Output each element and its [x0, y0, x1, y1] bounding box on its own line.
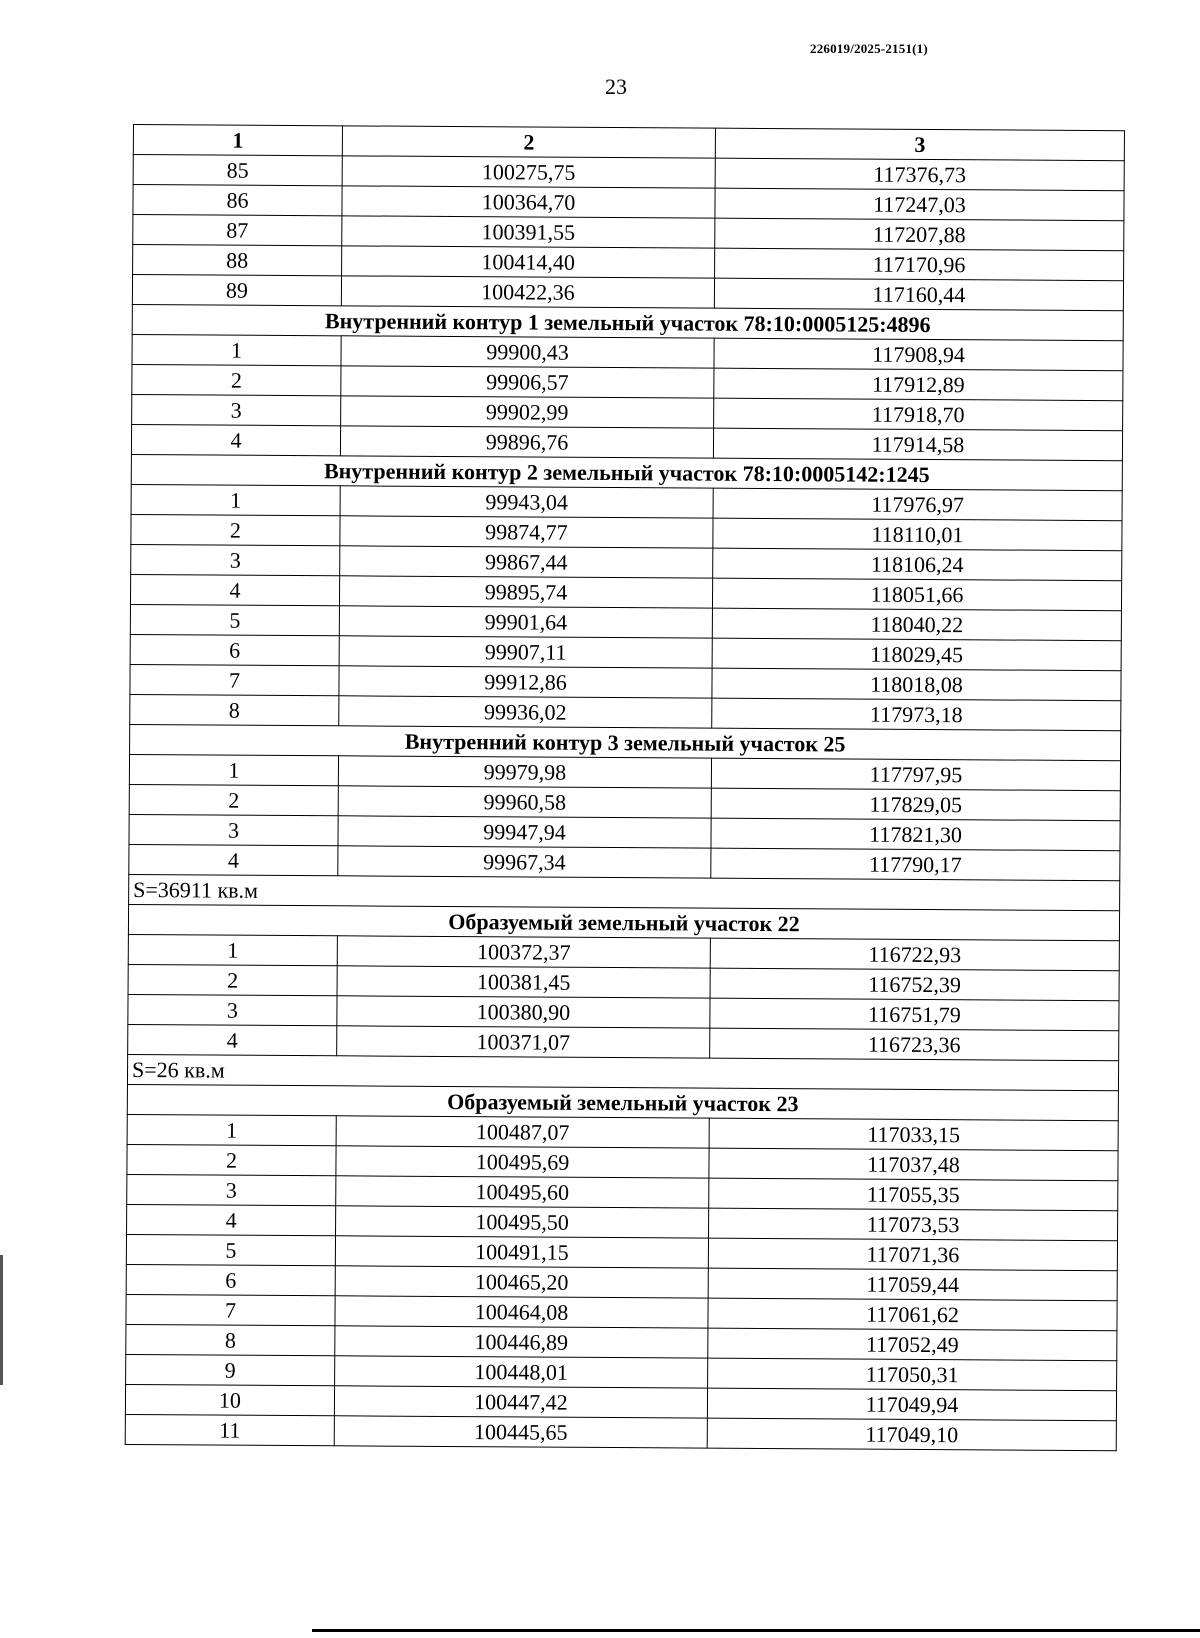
- y-coordinate-cell: 117059,44: [708, 1268, 1117, 1301]
- x-coordinate-cell: 100422,36: [341, 276, 714, 308]
- column-header-2: 2: [342, 126, 715, 158]
- y-coordinate-cell: 117055,35: [709, 1178, 1118, 1211]
- y-coordinate-cell: 117908,94: [714, 338, 1123, 371]
- point-number-cell: 7: [130, 664, 339, 695]
- point-number-cell: 8: [126, 1324, 335, 1355]
- y-coordinate-cell: 116722,93: [710, 938, 1119, 971]
- x-coordinate-cell: 99867,44: [340, 546, 713, 578]
- x-coordinate-cell: 99979,98: [338, 756, 711, 788]
- x-coordinate-cell: 99900,43: [341, 336, 714, 368]
- point-number-cell: 1: [132, 334, 341, 365]
- y-coordinate-cell: 117976,97: [713, 488, 1122, 521]
- x-coordinate-cell: 100487,07: [336, 1116, 709, 1148]
- point-number-cell: 4: [128, 1024, 337, 1055]
- x-coordinate-cell: 100371,07: [337, 1026, 710, 1058]
- y-coordinate-cell: 117829,05: [711, 788, 1120, 821]
- x-coordinate-cell: 100495,50: [336, 1206, 709, 1238]
- point-number-cell: 4: [130, 574, 339, 605]
- section-title: Внутренний контур 2 земельный участок 78:10:0005142:1245: [131, 454, 1122, 490]
- x-coordinate-cell: 100381,45: [337, 966, 710, 998]
- x-coordinate-cell: 100495,69: [336, 1146, 709, 1178]
- x-coordinate-cell: 99907,11: [339, 636, 712, 668]
- point-number-cell: 8: [130, 694, 339, 725]
- point-number-cell: 4: [127, 1204, 336, 1235]
- point-number-cell: 11: [125, 1414, 334, 1445]
- point-number-cell: 9: [126, 1354, 335, 1385]
- y-coordinate-cell: 117050,31: [708, 1358, 1117, 1391]
- point-number-cell: 88: [133, 245, 342, 276]
- x-coordinate-cell: 100465,20: [335, 1266, 708, 1298]
- x-coordinate-cell: 99874,77: [340, 516, 713, 548]
- y-coordinate-cell: 117049,94: [707, 1388, 1116, 1421]
- y-coordinate-cell: 116723,36: [710, 1028, 1119, 1061]
- page-number: 23: [605, 74, 627, 99]
- x-coordinate-cell: 99901,64: [339, 606, 712, 638]
- point-number-cell: 4: [131, 424, 340, 455]
- coordinates-table-body: [125, 125, 1124, 1451]
- x-coordinate-cell: 100464,08: [335, 1296, 708, 1328]
- point-number-cell: 7: [126, 1294, 335, 1325]
- x-coordinate-cell: 100447,42: [334, 1386, 707, 1418]
- x-coordinate-cell: 100495,60: [336, 1176, 709, 1208]
- y-coordinate-cell: 118018,08: [712, 668, 1121, 701]
- bottom-scan-rule: [312, 1629, 1200, 1632]
- point-number-cell: 89: [132, 275, 341, 306]
- x-coordinate-cell: 99912,86: [339, 666, 712, 698]
- x-coordinate-cell: 99947,94: [338, 816, 711, 848]
- y-coordinate-cell: 118106,24: [713, 548, 1122, 581]
- y-coordinate-cell: 117973,18: [712, 698, 1121, 731]
- y-coordinate-cell: 117247,03: [715, 188, 1124, 221]
- x-coordinate-cell: 100491,15: [335, 1236, 708, 1268]
- x-coordinate-cell: 100391,55: [342, 216, 715, 248]
- x-coordinate-cell: 99902,99: [341, 396, 714, 428]
- point-number-cell: 3: [129, 814, 338, 845]
- point-number-cell: 3: [127, 1174, 336, 1205]
- point-number-cell: 1: [129, 754, 338, 785]
- area-value: S=36911 кв.м: [129, 874, 1120, 910]
- left-edge-scan-mark: [0, 1255, 3, 1385]
- y-coordinate-cell: 117037,48: [709, 1148, 1118, 1181]
- x-coordinate-cell: 99960,58: [338, 786, 711, 818]
- point-number-cell: 85: [133, 155, 342, 186]
- x-coordinate-cell: 100448,01: [335, 1356, 708, 1388]
- x-coordinate-cell: 100372,37: [337, 936, 710, 968]
- x-coordinate-cell: 100364,70: [342, 186, 715, 218]
- x-coordinate-cell: 99906,57: [341, 366, 714, 398]
- point-number-cell: 1: [128, 934, 337, 965]
- x-coordinate-cell: 99936,02: [339, 696, 712, 728]
- y-coordinate-cell: 117821,30: [711, 818, 1120, 851]
- y-coordinate-cell: 117052,49: [708, 1328, 1117, 1361]
- y-coordinate-cell: 117797,95: [711, 758, 1120, 791]
- y-coordinate-cell: 116751,79: [710, 998, 1119, 1031]
- point-number-cell: 6: [130, 634, 339, 665]
- point-number-cell: 2: [128, 964, 337, 995]
- point-number-cell: 3: [128, 994, 337, 1025]
- column-header-1: 1: [133, 125, 342, 156]
- point-number-cell: 3: [132, 394, 341, 425]
- y-coordinate-cell: 117073,53: [709, 1208, 1118, 1241]
- x-coordinate-cell: 100414,40: [342, 246, 715, 278]
- document-id: 226019/2025-2151(1): [810, 41, 928, 56]
- x-coordinate-cell: 99943,04: [340, 486, 713, 518]
- section-title: Образуемый земельный участок 23: [127, 1084, 1118, 1120]
- point-number-cell: 5: [126, 1234, 335, 1265]
- point-number-cell: 2: [131, 514, 340, 545]
- x-coordinate-cell: 100275,75: [342, 156, 715, 188]
- point-number-cell: 2: [132, 364, 341, 395]
- y-coordinate-cell: 118051,66: [712, 578, 1121, 611]
- y-coordinate-cell: 117049,10: [707, 1418, 1116, 1451]
- point-number-cell: 1: [127, 1114, 336, 1145]
- x-coordinate-cell: 99896,76: [340, 426, 713, 458]
- point-number-cell: 2: [127, 1144, 336, 1175]
- table-row: [125, 1414, 1116, 1450]
- y-coordinate-cell: 117071,36: [708, 1238, 1117, 1271]
- area-value: S=26 кв.м: [127, 1054, 1118, 1090]
- y-coordinate-cell: 116752,39: [710, 968, 1119, 1001]
- y-coordinate-cell: 117918,70: [714, 398, 1123, 431]
- x-coordinate-cell: 100445,65: [334, 1416, 707, 1448]
- x-coordinate-cell: 99895,74: [339, 576, 712, 608]
- y-coordinate-cell: 117033,15: [709, 1118, 1118, 1151]
- y-coordinate-cell: 118040,22: [712, 608, 1121, 641]
- column-header-3: 3: [715, 128, 1124, 161]
- x-coordinate-cell: 99967,34: [338, 846, 711, 878]
- y-coordinate-cell: 118029,45: [712, 638, 1121, 671]
- y-coordinate-cell: 117914,58: [713, 428, 1122, 461]
- x-coordinate-cell: 100446,89: [335, 1326, 708, 1358]
- y-coordinate-cell: 117376,73: [715, 158, 1124, 191]
- coordinates-table: [125, 124, 1125, 1451]
- point-number-cell: 87: [133, 215, 342, 246]
- point-number-cell: 2: [129, 784, 338, 815]
- y-coordinate-cell: 117207,88: [715, 218, 1124, 251]
- x-coordinate-cell: 100380,90: [337, 996, 710, 1028]
- y-coordinate-cell: 117790,17: [711, 848, 1120, 881]
- point-number-cell: 6: [126, 1264, 335, 1295]
- section-title: Образуемый земельный участок 22: [128, 904, 1119, 940]
- point-number-cell: 10: [125, 1384, 334, 1415]
- point-number-cell: 86: [133, 185, 342, 216]
- section-title: Внутренний контур 3 земельный участок 25: [130, 724, 1121, 760]
- point-number-cell: 1: [131, 484, 340, 515]
- point-number-cell: 5: [130, 604, 339, 635]
- y-coordinate-cell: 117170,96: [715, 248, 1124, 281]
- y-coordinate-cell: 117160,44: [714, 278, 1123, 311]
- y-coordinate-cell: 117912,89: [714, 368, 1123, 401]
- point-number-cell: 4: [129, 844, 338, 875]
- section-title: Внутренний контур 1 земельный участок 78:10:0005125:4896: [132, 304, 1123, 340]
- point-number-cell: 3: [131, 544, 340, 575]
- y-coordinate-cell: 117061,62: [708, 1298, 1117, 1331]
- y-coordinate-cell: 118110,01: [713, 518, 1122, 551]
